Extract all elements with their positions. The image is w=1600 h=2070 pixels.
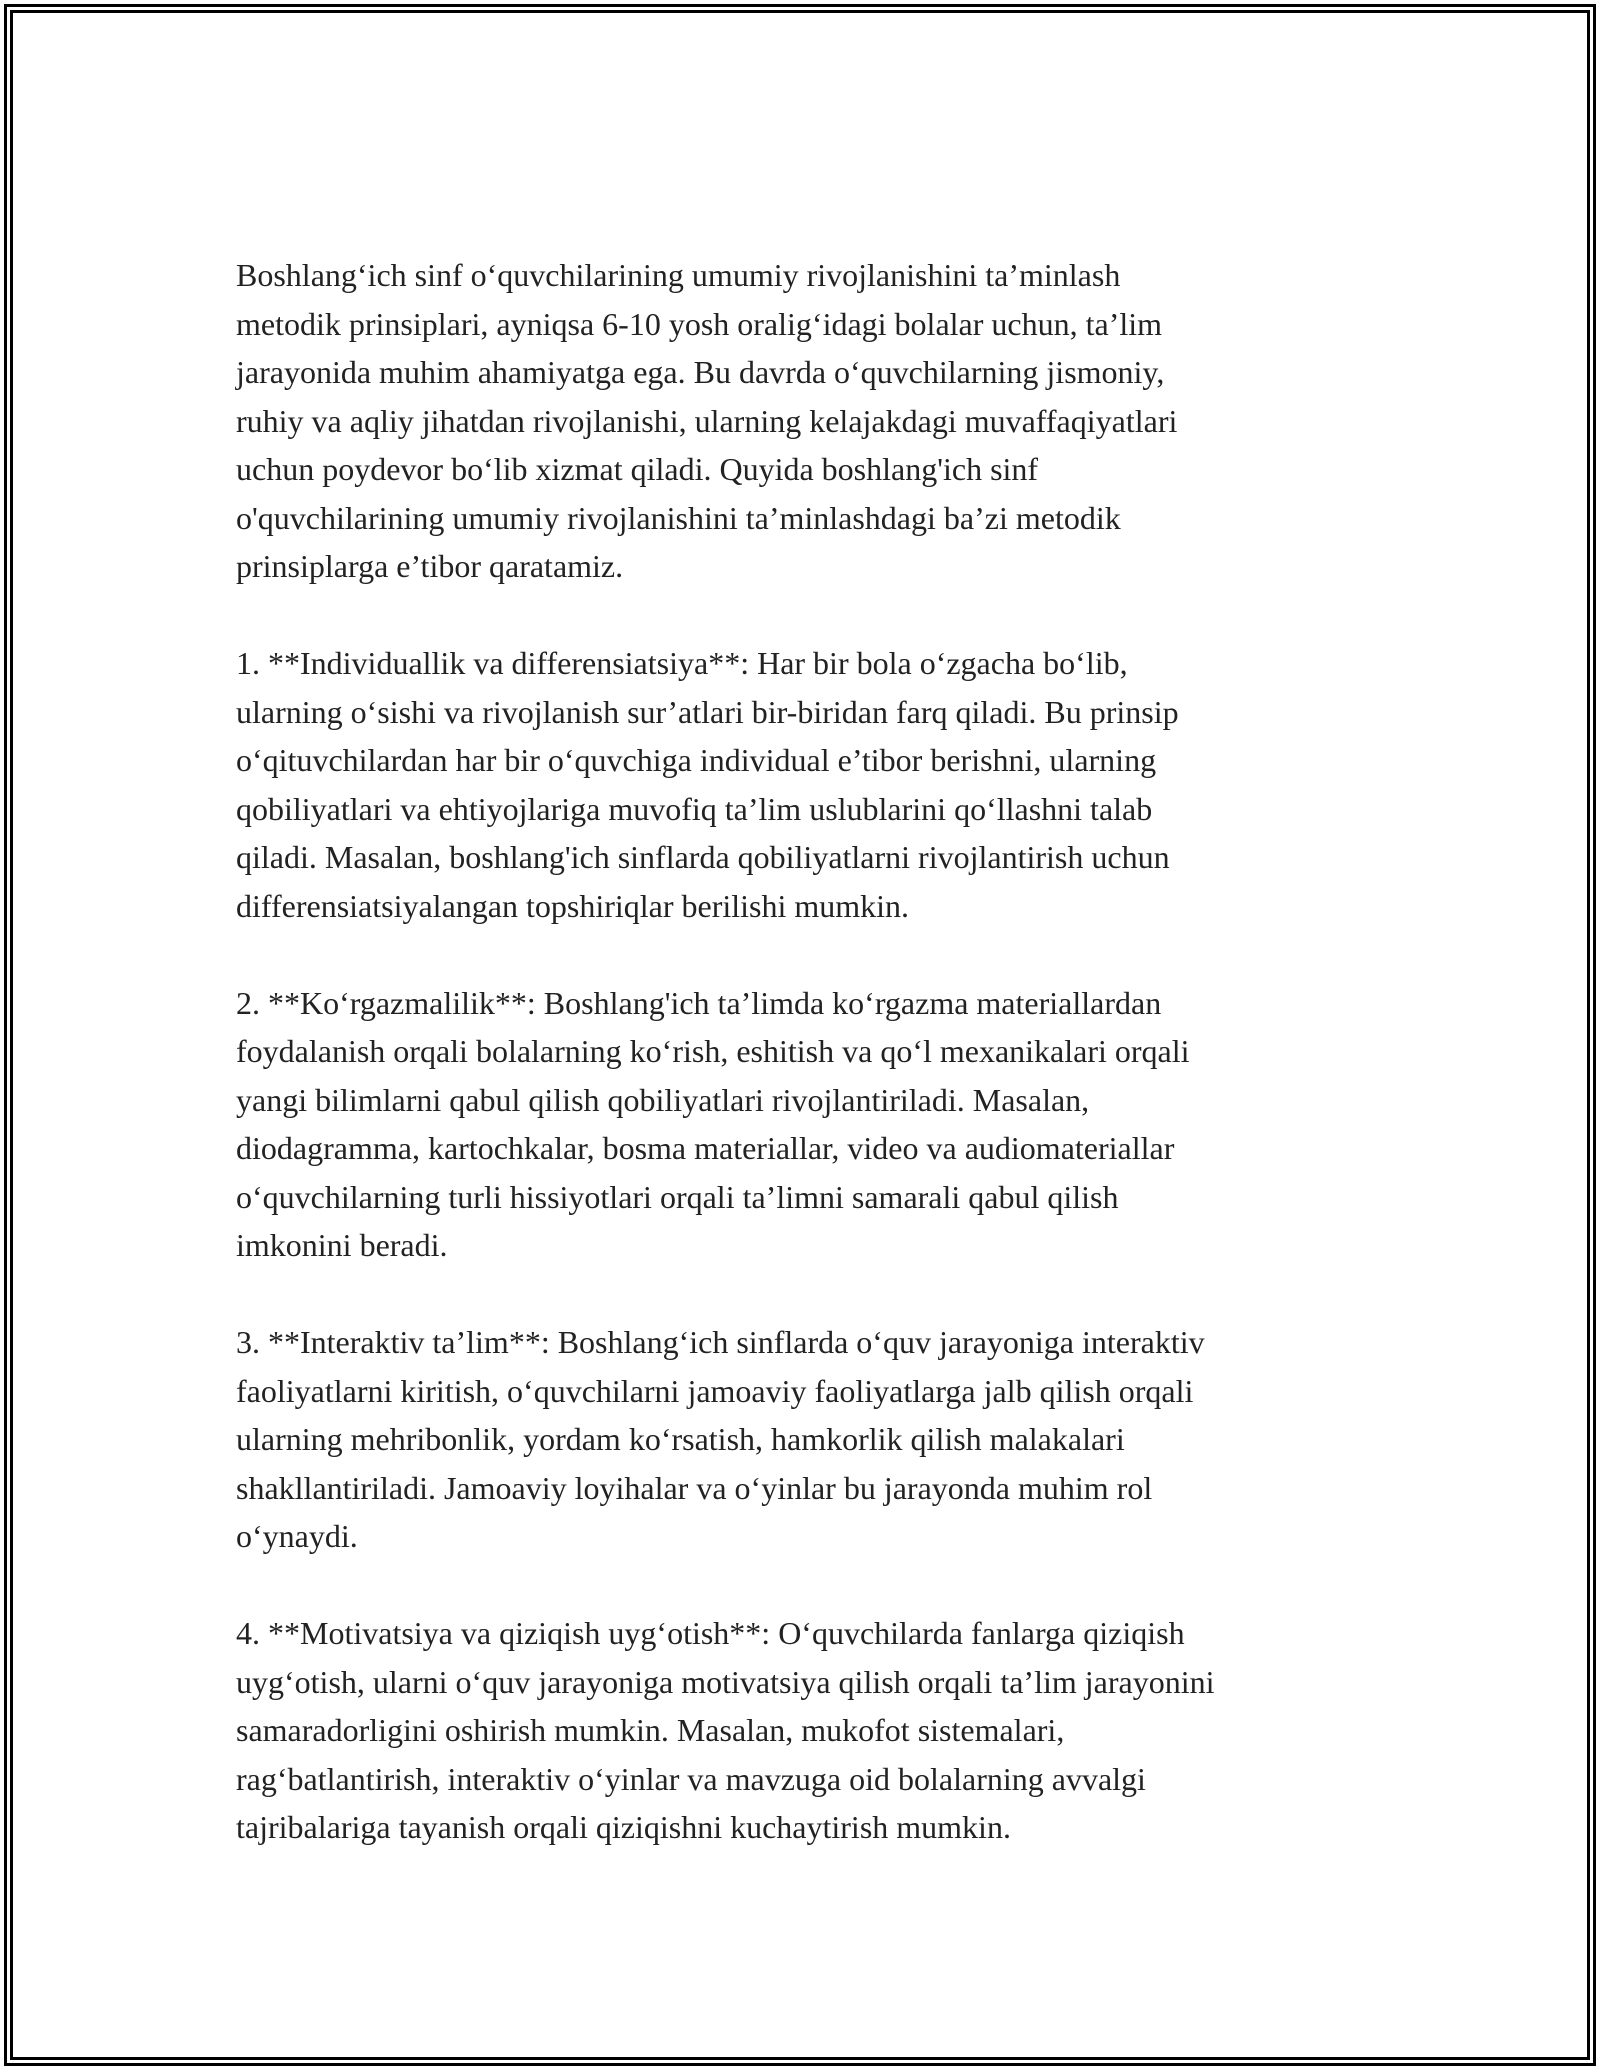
text-line: jarayonida muhim ahamiyatga ega. Bu davrda o‘quvchilarning jismoniy, bbox=[236, 354, 1165, 390]
principle-3-paragraph bbox=[236, 1318, 1386, 1561]
text-line: 3. **Interaktiv ta’lim**: Boshlang‘ich sinflarda o‘quv jarayoniga interaktiv bbox=[236, 1324, 1205, 1360]
text-line: o‘ynaydi. bbox=[236, 1518, 358, 1554]
principle-2-paragraph bbox=[236, 979, 1386, 1270]
text-line: o‘quvchilarning turli hissiyotlari orqali ta’limni samarali qabul qilish bbox=[236, 1178, 1119, 1215]
text-line: yangi bilimlarni qabul qilish qobiliyatlari rivojlantiriladi. Masalan, bbox=[236, 1081, 1090, 1118]
text-line: 2. **Ko‘rgazmalilik**: Boshlang'ich ta’limda ko‘rgazma materiallardan bbox=[236, 984, 1162, 1021]
text-line: rag‘batlantirish, interaktiv o‘yinlar va mavzuga oid bolalarning avvalgi bbox=[236, 1760, 1146, 1797]
text-line: ularning o‘sishi va rivojlanish sur’atlari bir-biridan farq qiladi. Bu prinsip bbox=[236, 693, 1179, 730]
principle-4-paragraph bbox=[236, 1609, 1386, 1852]
text-line: tajribalariga tayanish orqali qiziqishni kuchaytirish mumkin. bbox=[236, 1809, 1011, 1845]
text-line: shakllantiriladi. Jamoaviy loyihalar va o‘yinlar bu jarayonda muhim rol bbox=[236, 1469, 1153, 1506]
principle-1-paragraph bbox=[236, 639, 1386, 930]
text-line: prinsiplarga e’tibor qaratamiz. bbox=[236, 548, 624, 584]
text-line: o‘qituvchilardan har bir o‘quvchiga individual e’tibor berishni, ularning bbox=[236, 742, 1157, 778]
text-line: Boshlang‘ich sinf o‘quvchilarining umumiy rivojlanishini ta’minlash bbox=[236, 257, 1121, 293]
text-line: samaradorligini oshirish mumkin. Masalan, mukofot sistemalari, bbox=[236, 1712, 1065, 1748]
intro-paragraph bbox=[236, 251, 1386, 591]
text-line: foydalanish orqali bolalarning ko‘rish, eshitish va qo‘l mexanikalari orqali bbox=[236, 1033, 1190, 1069]
text-line: qobiliyatlari va ehtiyojlariga muvofiq ta’lim uslublarini qo‘llashni talab bbox=[236, 790, 1153, 827]
text-line: 4. **Motivatsiya va qiziqish uyg‘otish**: O‘quvchilarda fanlarga qiziqish bbox=[236, 1615, 1185, 1651]
text-line: ruhiy va aqliy jihatdan rivojlanishi, ularning kelajakdagi muvaffaqiyatlari bbox=[236, 402, 1178, 439]
text-line: diodagramma, kartochkalar, bosma materiallar, video va audiomateriallar bbox=[236, 1130, 1175, 1166]
text-line: imkonini beradi. bbox=[236, 1227, 448, 1263]
text-line: o'quvchilarining umumiy rivojlanishini ta’minlashdagi ba’zi metodik bbox=[236, 499, 1121, 536]
text-line: qiladi. Masalan, boshlang'ich sinflarda qobiliyatlarni rivojlantirish uchun bbox=[236, 839, 1170, 875]
text-line: ularning mehribonlik, yordam ko‘rsatish, hamkorlik qilish malakalari bbox=[236, 1421, 1125, 1457]
text-line: 1. **Individuallik va differensiatsiya**: Har bir bola o‘zgacha bo‘lib, bbox=[236, 645, 1128, 681]
document-body bbox=[236, 251, 1386, 1900]
text-line: metodik prinsiplari, ayniqsa 6-10 yosh oralig‘idagi bolalar uchun, ta’lim bbox=[236, 305, 1163, 342]
text-line: differensiatsiyalangan topshiriqlar berilishi mumkin. bbox=[236, 887, 910, 924]
text-line: uyg‘otish, ularni o‘quv jarayoniga motivatsiya qilish orqali ta’lim jarayonini bbox=[236, 1663, 1215, 1700]
text-line: uchun poydevor bo‘lib xizmat qiladi. Quyida boshlang'ich sinf bbox=[236, 451, 1039, 487]
text-line: faoliyatlarni kiritish, o‘quvchilarni jamoaviy faoliyatlarga jalb qilish orqali bbox=[236, 1372, 1194, 1409]
